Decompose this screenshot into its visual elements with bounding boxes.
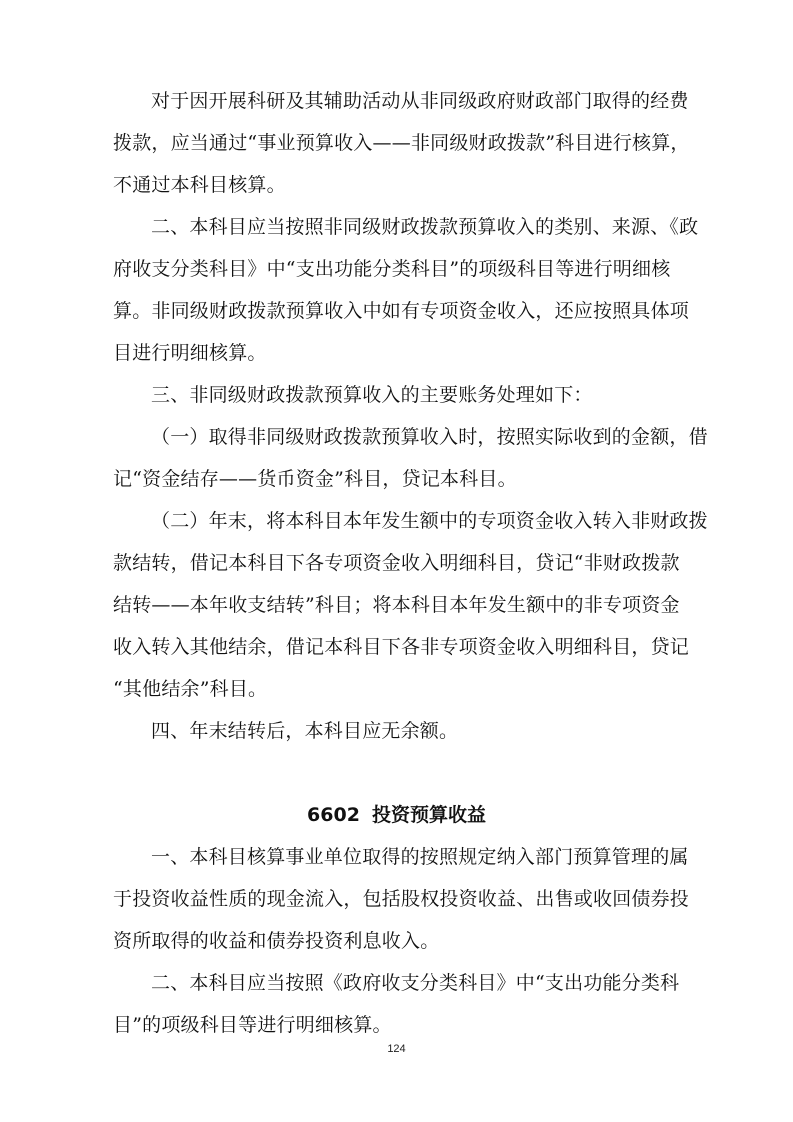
paragraph-line: 三、非同级财政拨款预算收入的主要账务处理如下： xyxy=(151,384,593,406)
section-title: 投资预算收益 xyxy=(371,804,486,826)
section-code: 6602 xyxy=(307,804,360,826)
paragraph-line: 收入转入其他结余，借记本科目下各非专项资金收入明细科目，贷记 xyxy=(113,636,690,658)
paragraph-line: 资所取得的收益和债券投资利息收入。 xyxy=(113,930,440,952)
paragraph-line: 一、本科目核算事业单位取得的按照规定纳入部门预算管理的属 xyxy=(151,846,689,868)
paragraph-line: 府收支分类科目》中“支出功能分类科目”的项级科目等进行明细核 xyxy=(113,258,671,280)
paragraph-line: 结转——本年收支结转”科目；将本科目本年发生额中的非专项资金 xyxy=(113,594,680,616)
paragraph-line: （二）年末，将本科目本年发生额中的专项资金收入转入非财政拨 xyxy=(151,510,708,532)
paragraph-line: 目进行明细核算。 xyxy=(113,342,267,364)
paragraph-line: 于投资收益性质的现金流入，包括股权投资收益、出售或收回债券投 xyxy=(113,888,690,910)
paragraph-line: 对于因开展科研及其辅助活动从非同级政府财政部门取得的经费 xyxy=(151,90,689,112)
paragraph-line: 四、年末结转后，本科目应无余额。 xyxy=(151,720,459,742)
paragraph-line: 不通过本科目核算。 xyxy=(113,174,286,196)
paragraph-line: 二、本科目应当按照非同级财政拨款预算收入的类别、来源、《政 xyxy=(151,216,699,238)
paragraph-line: 目”的项级科目等进行明细核算。 xyxy=(113,1014,392,1036)
section-heading xyxy=(0,803,793,827)
paragraph-line: 款结转，借记本科目下各专项资金收入明细科目，贷记“非财政拨款 xyxy=(113,552,680,574)
paragraph-line: 记“资金结存——货币资金”科目，贷记本科目。 xyxy=(113,468,517,490)
paragraph-line: （一）取得非同级财政拨款预算收入时，按照实际收到的金额，借 xyxy=(151,426,708,448)
paragraph-line: 算。非同级财政拨款预算收入中如有专项资金收入，还应按照具体项 xyxy=(113,300,690,322)
page-number: 124 xyxy=(387,1043,406,1055)
paragraph-line: 二、本科目应当按照《政府收支分类科目》中“支出功能分类科 xyxy=(151,972,680,994)
paragraph-line: 拨款，应当通过“事业预算收入——非同级财政拨款”科目进行核算， xyxy=(113,132,690,154)
paragraph-line: “其他结余”科目。 xyxy=(113,678,268,700)
